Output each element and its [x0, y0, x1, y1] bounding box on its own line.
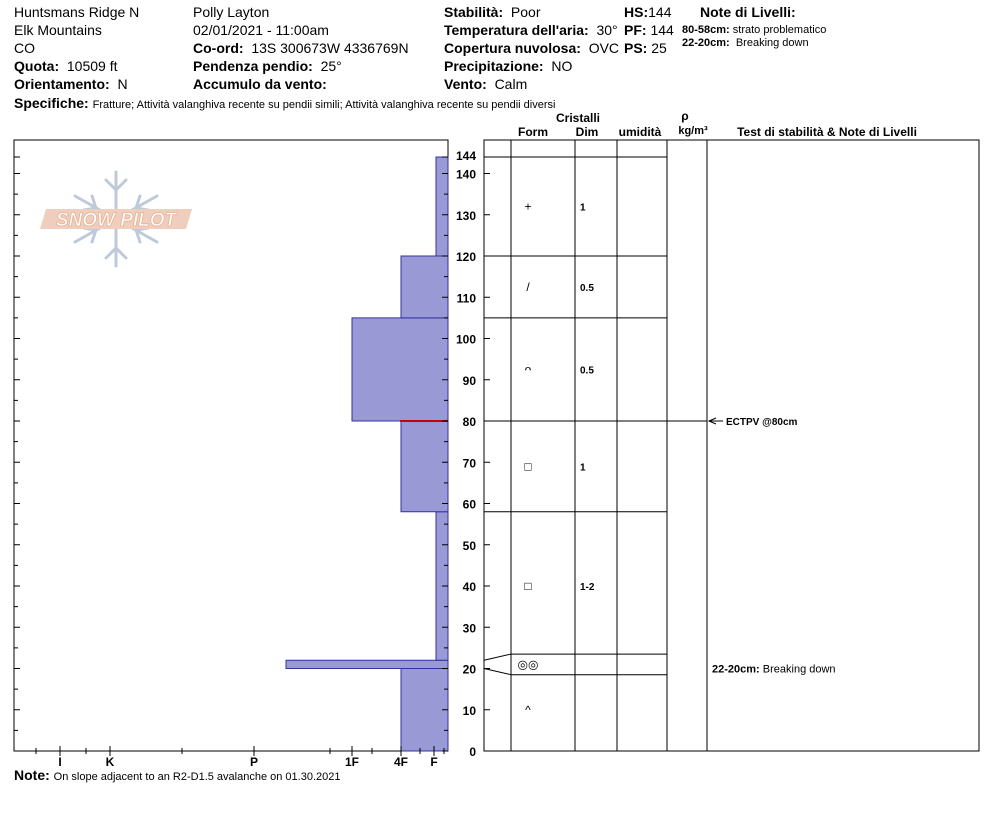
depth-tick-label: 0 [469, 745, 476, 759]
hardness-layer-bar [401, 256, 448, 318]
crystal-form-symbol: ◎◎ [517, 657, 539, 672]
coordinates: Co-ord: 13S 300673W 4336769N [193, 40, 409, 56]
crystal-size-value: 1-2 [580, 582, 595, 593]
col-crystals: Cristalli [555, 111, 601, 125]
col-size: Dim [575, 125, 599, 139]
crystal-form-symbol: / [526, 279, 530, 294]
col-form: Form [518, 125, 548, 139]
hardness-layer-bar [286, 660, 448, 668]
location: Huntsmans Ridge N [14, 4, 140, 20]
col-tests: Test di stabilità & Note di Livelli [737, 125, 917, 139]
layer-table-cells [518, 200, 595, 717]
aspect: Orientamento: N [14, 76, 128, 92]
datetime: 02/01/2021 - 11:00am [193, 22, 329, 38]
hardness-layer-bar [401, 421, 448, 512]
hardness-axis [36, 746, 444, 769]
observer: Polly Layton [193, 4, 270, 20]
crystal-form-symbol: + [524, 199, 532, 214]
depth-tick-label: 144 [455, 149, 476, 163]
mountain-range: Elk Mountains [14, 22, 102, 38]
crystal-size-value: 1 [580, 462, 586, 474]
footer-note: Note: On slope adjacent to an R2-D1.5 avalanche on 01.30.2021 [14, 767, 341, 783]
slope-angle: Pendenza pendio: 25° [193, 58, 342, 74]
depth-tick-label: 100 [455, 332, 476, 347]
layer-notes-title: Note di Livelli: [700, 4, 796, 20]
hardness-layer-bar [352, 318, 448, 421]
sky-cover: Copertura nuvolosa: OVC [444, 40, 620, 56]
crystal-form-symbol: ᴖ [524, 362, 532, 377]
snowpilot-logo [40, 172, 192, 266]
hardness-tick-label: K [105, 755, 115, 769]
hs: HS:144 [624, 4, 672, 20]
layer-note-2: 22-20cm: Breaking down [682, 37, 809, 49]
hardness-tick-label: F [430, 755, 438, 769]
layer-table-grid [511, 140, 707, 751]
hardness-tick-label: I [58, 755, 62, 769]
layer-note-label: 22-20cm: Breaking down [712, 663, 836, 676]
wind-loading: Accumulo da vento: [193, 76, 327, 92]
specifics: Specifiche: Fratture; Attività valanghiva recente su pendii simili; Attività valanghiva recente su pendii diversi [14, 95, 556, 111]
crystal-form-symbol: □ [524, 579, 532, 593]
stability: Stabilità: Poor [444, 4, 541, 20]
depth-tick-label: 60 [462, 497, 476, 512]
depth-tick-label: 70 [462, 456, 476, 471]
layer-table-frame [484, 140, 979, 751]
wind: Vento: Calm [444, 76, 528, 92]
state: CO [14, 40, 35, 56]
depth-tick-label: 110 [456, 291, 476, 306]
depth-tick-label: 90 [462, 373, 476, 388]
depth-tick-label: 140 [455, 167, 476, 182]
depth-tick-label: 130 [455, 208, 476, 223]
crystal-form-symbol: ^ [525, 702, 531, 717]
hardness-layer-bar [401, 669, 448, 752]
depth-tick-label: 10 [462, 703, 476, 718]
col-density-unit: kg/m³ [678, 125, 708, 137]
hardness-tick-label: 1F [344, 755, 360, 769]
pf: PF: 144 [624, 22, 674, 38]
stability-test-label: ECTPV @80cm [726, 417, 798, 428]
layer-boundary-connector [484, 654, 511, 660]
depth-tick-label: 80 [462, 415, 476, 429]
precipitation: Precipitazione: NO [444, 58, 573, 74]
depth-tick-label: 120 [455, 250, 476, 264]
layer-boundary-connector [484, 669, 511, 675]
elevation: Quota: 10509 ft [14, 58, 118, 74]
layer-table-rows [484, 157, 707, 675]
layer-note-1: 80-58cm: strato problematico [682, 24, 827, 36]
hardness-tick-label: P [249, 755, 259, 769]
air-temperature: Temperatura dell'aria: 30° [444, 22, 618, 38]
hardness-plot-frame [14, 140, 448, 751]
hardness-tick-label: 4F [393, 755, 409, 769]
depth-tick-label: 20 [462, 662, 476, 677]
crystal-size-value: 0.5 [580, 365, 594, 377]
logo-text: SNOW PILOT [55, 210, 177, 231]
depth-tick-label: 30 [462, 621, 476, 636]
col-density-symbol: ρ [681, 109, 689, 123]
stability-test-notes [709, 417, 836, 676]
hardness-layer-bar [436, 157, 448, 256]
crystal-size-value: 1 [580, 202, 586, 214]
depth-tick-label: 40 [462, 580, 476, 594]
hardness-layers [286, 157, 448, 751]
crystal-size-value: 0.5 [580, 282, 594, 294]
col-moisture: umidità [618, 125, 662, 139]
crystal-form-symbol: □ [524, 459, 532, 474]
depth-tick-label: 50 [462, 538, 476, 553]
ps: PS: 25 [624, 40, 667, 56]
